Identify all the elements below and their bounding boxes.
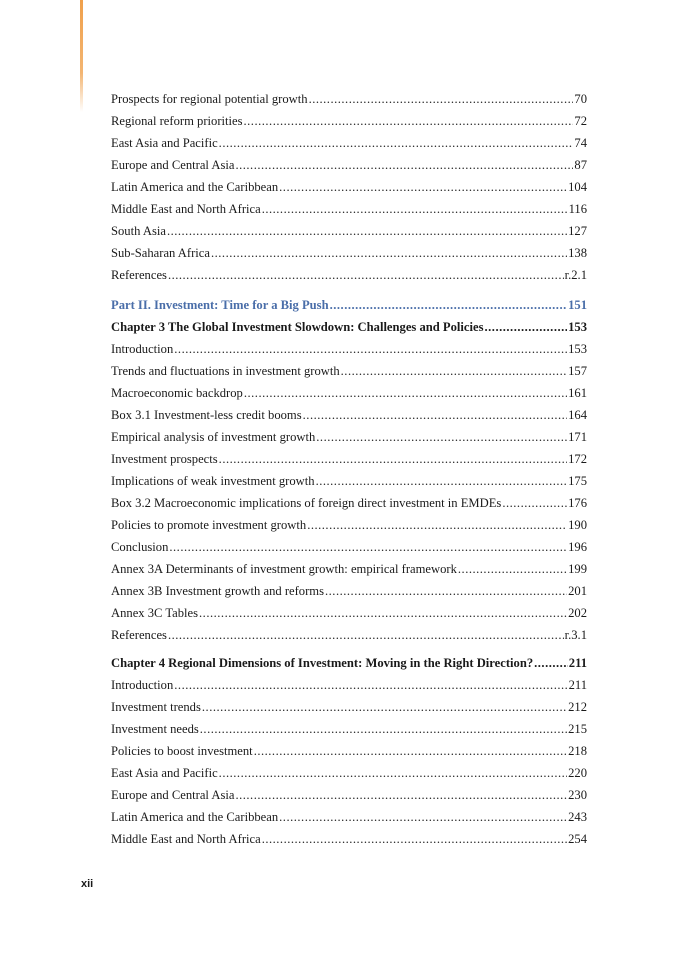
toc-entry-page: 127 <box>568 224 587 238</box>
dot-leader <box>174 674 567 696</box>
dot-leader <box>199 602 567 624</box>
toc-entry-page: 218 <box>568 744 587 758</box>
toc-entry-label: Latin America and the Caribbean <box>111 810 279 824</box>
dot-leader <box>502 492 567 514</box>
dot-leader <box>458 558 567 580</box>
toc-entry-page: 153 <box>568 320 587 334</box>
toc-entry[interactable] <box>111 132 587 154</box>
toc-entry-label: Box 3.2 Macroeconomic implications of foreign direct investment in EMDEs <box>111 496 502 510</box>
toc-entry-label: Middle East and North Africa <box>111 832 261 846</box>
toc-entry-label: Sub-Saharan Africa <box>111 246 210 260</box>
dot-leader <box>316 426 567 448</box>
toc-entry[interactable] <box>111 762 587 784</box>
dot-leader <box>169 536 567 558</box>
toc-entry-page: 72 <box>574 114 587 128</box>
toc-chapter-heading[interactable] <box>111 652 587 674</box>
toc-entry-label: Introduction <box>111 678 174 692</box>
dot-leader <box>325 580 567 602</box>
toc-entry-page: 215 <box>568 722 587 736</box>
dot-leader <box>262 828 567 850</box>
toc-entry[interactable] <box>111 338 587 360</box>
dot-leader <box>309 88 574 110</box>
toc-entry-label: Conclusion <box>111 540 169 554</box>
dot-leader <box>534 652 568 674</box>
dot-leader <box>219 448 567 470</box>
toc-entry-label: Empirical analysis of investment growth <box>111 430 316 444</box>
toc-entry-label: Annex 3A Determinants of investment growth: empirical framework <box>111 562 457 576</box>
toc-entry-label: Annex 3C Tables <box>111 606 199 620</box>
toc-entry[interactable] <box>111 602 587 624</box>
toc-entry-label: Europe and Central Asia <box>111 788 235 802</box>
toc-entry[interactable] <box>111 154 587 176</box>
toc-entry[interactable] <box>111 536 587 558</box>
toc-entry[interactable] <box>111 718 587 740</box>
toc-part-heading[interactable] <box>111 294 587 316</box>
toc-entry-page: 153 <box>568 342 587 356</box>
toc-entry-page: r.2.1 <box>564 268 587 282</box>
toc-entry-page: r.3.1 <box>564 628 587 642</box>
toc-chapter-heading[interactable] <box>111 316 587 338</box>
toc-entry-page: 243 <box>568 810 587 824</box>
toc-entry-label: Europe and Central Asia <box>111 158 235 172</box>
toc-entry-page: 202 <box>568 606 587 620</box>
toc-entry-page: 201 <box>568 584 587 598</box>
dot-leader <box>307 514 567 536</box>
toc-entry-page: 172 <box>568 452 587 466</box>
dot-leader <box>244 382 567 404</box>
toc-entry[interactable] <box>111 558 587 580</box>
dot-leader <box>235 784 567 806</box>
toc-entry-page: 104 <box>568 180 587 194</box>
dot-leader <box>341 360 567 382</box>
toc-entry-label: Trends and fluctuations in investment growth <box>111 364 340 378</box>
dot-leader <box>167 220 567 242</box>
dot-leader <box>330 294 568 316</box>
dot-leader <box>254 740 567 762</box>
dot-leader <box>202 696 567 718</box>
toc-entry-label: Implications of weak investment growth <box>111 474 315 488</box>
toc-entry-page: 190 <box>568 518 587 532</box>
toc-entry-label: Part II. Investment: Time for a Big Push <box>111 298 329 312</box>
toc-entry-label: South Asia <box>111 224 166 238</box>
dot-leader <box>211 242 567 264</box>
toc-entry[interactable] <box>111 176 587 198</box>
toc-entry[interactable] <box>111 360 587 382</box>
toc-entry[interactable] <box>111 448 587 470</box>
toc-entry-label: Annex 3B Investment growth and reforms <box>111 584 324 598</box>
toc-entry[interactable] <box>111 264 587 286</box>
toc-entry-page: 171 <box>568 430 587 444</box>
dot-leader <box>219 762 567 784</box>
toc-entry-label: Policies to boost investment <box>111 744 253 758</box>
page-number: xii <box>81 878 94 890</box>
toc-entry-page: 212 <box>568 700 587 714</box>
toc-entry-label: East Asia and Pacific <box>111 136 218 150</box>
toc-entry[interactable] <box>111 674 587 696</box>
toc-entry-label: Chapter 4 Regional Dimensions of Investment: Moving in the Right Direction? <box>111 656 534 670</box>
toc-entry-label: References <box>111 628 167 642</box>
toc-entry-page: 151 <box>568 298 587 312</box>
toc-entry-page: 157 <box>568 364 587 378</box>
toc-entry-label: Introduction <box>111 342 174 356</box>
toc-entry-label: Investment needs <box>111 722 199 736</box>
dot-leader <box>174 338 567 360</box>
toc-entry-label: Latin America and the Caribbean <box>111 180 279 194</box>
toc-entry[interactable] <box>111 220 587 242</box>
toc-entry-page: 211 <box>568 656 587 670</box>
dot-leader <box>485 316 568 338</box>
toc-entry[interactable] <box>111 198 587 220</box>
toc-entry[interactable] <box>111 88 587 110</box>
toc-entry-label: East Asia and Pacific <box>111 766 218 780</box>
toc-entry[interactable] <box>111 470 587 492</box>
toc-entry-label: Investment prospects <box>111 452 218 466</box>
toc-entry[interactable] <box>111 242 587 264</box>
toc-entry-label: Policies to promote investment growth <box>111 518 307 532</box>
toc-entry-page: 70 <box>574 92 587 106</box>
toc-entry[interactable] <box>111 382 587 404</box>
toc-entry-page: 116 <box>568 202 587 216</box>
toc-entry[interactable] <box>111 110 587 132</box>
toc-entry[interactable] <box>111 404 587 426</box>
toc-entry-page: 87 <box>574 158 587 172</box>
dot-leader <box>262 198 568 220</box>
dot-leader <box>244 110 574 132</box>
dot-leader <box>168 624 564 646</box>
toc-entry-label: Prospects for regional potential growth <box>111 92 308 106</box>
toc-entry[interactable] <box>111 784 587 806</box>
toc-entry-page: 220 <box>568 766 587 780</box>
accent-bar <box>80 0 83 112</box>
toc-entry[interactable] <box>111 492 587 514</box>
dot-leader <box>279 806 567 828</box>
toc-entry[interactable] <box>111 624 587 646</box>
dot-leader <box>303 404 567 426</box>
toc-entry[interactable] <box>111 740 587 762</box>
toc-entry-label: References <box>111 268 167 282</box>
toc-entry-label: Macroeconomic backdrop <box>111 386 243 400</box>
toc-entry-label: Investment trends <box>111 700 201 714</box>
toc-entry[interactable] <box>111 696 587 718</box>
toc-entry-label: Regional reform priorities <box>111 114 243 128</box>
toc-entry[interactable] <box>111 426 587 448</box>
dot-leader <box>235 154 573 176</box>
toc-entry[interactable] <box>111 580 587 602</box>
toc-entry-page: 74 <box>574 136 587 150</box>
dot-leader <box>316 470 568 492</box>
toc-entry-page: 199 <box>568 562 587 576</box>
toc-entry-label: Chapter 3 The Global Investment Slowdown: Challenges and Policies <box>111 320 484 334</box>
toc-entry-label: Box 3.1 Investment-less credit booms <box>111 408 302 422</box>
toc-entry-label: Middle East and North Africa <box>111 202 261 216</box>
toc-entry-page: 196 <box>568 540 587 554</box>
toc-entry[interactable] <box>111 806 587 828</box>
toc-entry-page: 230 <box>568 788 587 802</box>
toc-entry-page: 254 <box>568 832 587 846</box>
toc-entry-page: 176 <box>568 496 587 510</box>
toc-entry[interactable] <box>111 514 587 536</box>
toc-entry-page: 164 <box>568 408 587 422</box>
toc-entry-page: 138 <box>568 246 587 260</box>
table-of-contents <box>111 88 587 850</box>
toc-entry[interactable] <box>111 828 587 850</box>
toc-entry-page: 175 <box>568 474 587 488</box>
toc-entry-page: 161 <box>568 386 587 400</box>
dot-leader <box>200 718 567 740</box>
dot-leader <box>168 264 564 286</box>
dot-leader <box>219 132 574 154</box>
toc-entry-page: 211 <box>568 678 587 692</box>
dot-leader <box>279 176 567 198</box>
